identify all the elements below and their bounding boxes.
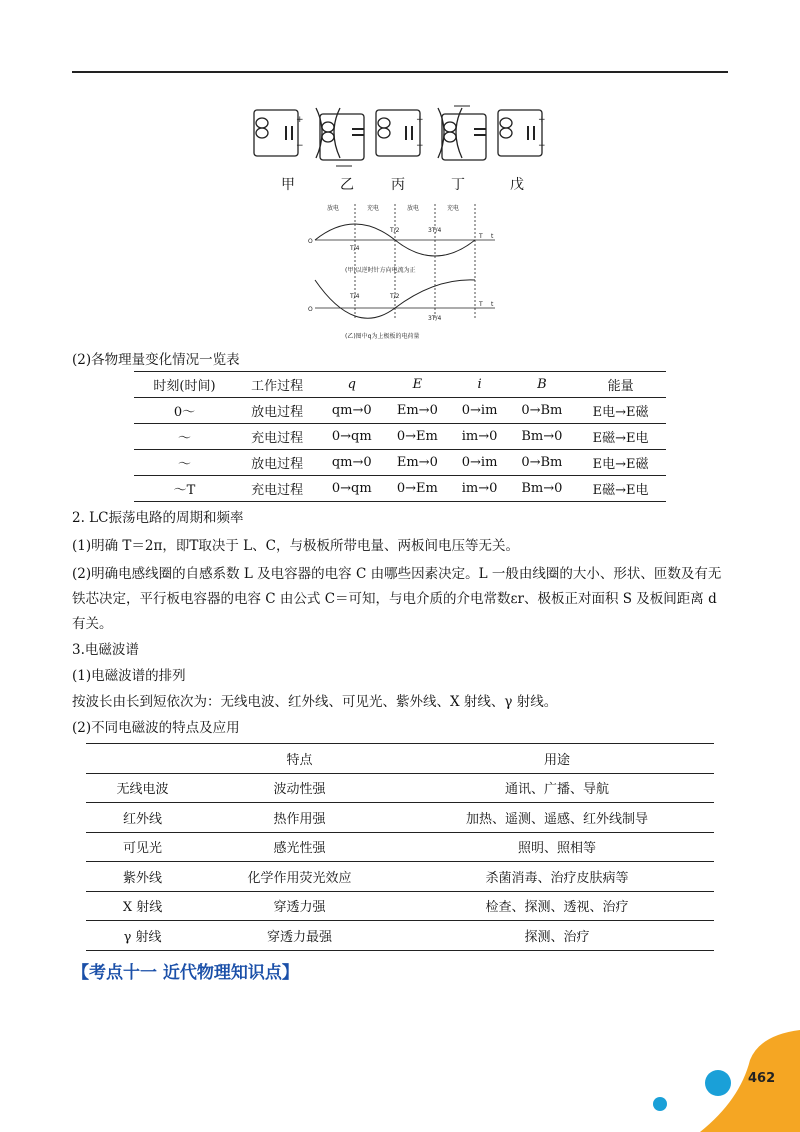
table-cell: 充电过程 [251,483,304,498]
table-cell: 0～ [173,405,196,420]
lc-paragraph-2: (2)明确电感线圈的自感系数 L 及电容器的电容 C 由哪些因素决定。L 一般由线圈的大小、形状、匝数及有无铁芯决定，平行板电容器的电容 C 由公式 C＝可知，与电介质的介电常数εr、极板正对面积 S 及板间距离 d 有关。 [72,566,722,632]
svg-text:−: − [296,141,304,151]
segment-label: 放电 [327,205,340,212]
table-cell: 感光性强 [273,841,326,857]
tick-label: T/2 [390,293,400,300]
table-row [86,832,714,862]
table-header: B [537,377,547,392]
table-cell: 通讯、广播、导航 [504,782,609,798]
table-cell: E电→E磁 [592,405,649,420]
table-header: i [477,377,482,392]
physical-quantities-table [134,371,666,502]
table-cell: γ 射线 [123,929,162,945]
table-cell: im→0 [461,481,498,496]
page-number: 462 [748,1071,776,1086]
em-subheading-2: (2)不同电磁波的特点及应用 [72,720,240,736]
tick-label: 3T/4 [428,227,442,234]
table-cell: 热作用强 [273,811,326,827]
table-cell: 无线电波 [116,782,169,798]
table-cell: 红外线 [123,811,163,827]
table-row [86,862,714,892]
table-cell: qm→0 [331,403,372,418]
em-subheading-1: (1)电磁波谱的排列 [72,668,186,684]
table-cell: 0→Em [396,429,438,444]
segment-label: 放电 [407,205,420,212]
table-cell: 放电过程 [251,457,304,472]
svg-text:−: − [538,141,546,151]
origin-label: O [308,238,313,245]
table-header: 工作过程 [251,379,304,394]
figure-label-yi: 乙 [340,177,354,193]
table-cell: 加热、遥测、遥感、红外线制导 [465,811,648,827]
tick-label: T/2 [390,227,400,234]
table-header: 特点 [286,752,313,768]
table-row [134,450,666,476]
table-cell: 0→qm [331,481,372,496]
segment-label: 充电 [367,205,380,212]
em-spectrum-table [86,743,714,951]
table-header: E [412,377,423,392]
section-heading: (2)各物理量变化情况一览表 [72,352,240,368]
svg-text:+: + [538,115,546,125]
tick-label: T/4 [350,293,360,300]
lc-paragraph-1: (1)明确 T＝2π，即T取决于 L、C，与极板所带电量、两板间电压等无关。 [72,538,519,554]
lc-heading: 2. LC振荡电路的周期和频率 [72,510,244,526]
table-cell: ～T [173,483,196,498]
table-cell: ～ [177,431,191,446]
table-cell: Em→0 [396,403,438,418]
blue-dot-decoration [650,1094,670,1114]
axis-label: T [479,233,483,240]
table-row [134,398,666,424]
top-rule [72,71,728,73]
table-cell: 探测、治疗 [524,929,590,945]
table-row [86,921,714,951]
table-cell: im→0 [461,429,498,444]
table-cell: 穿透力最强 [267,929,333,945]
table-cell: Bm→0 [521,481,563,496]
table-header: q [347,377,356,392]
table-header: 时刻(时间) [153,379,216,394]
table-cell: E电→E磁 [592,457,649,472]
table-cell: 0→Em [396,481,438,496]
table-cell: 可见光 [123,841,163,857]
table-cell: X 射线 [122,900,163,916]
table-cell: 穿透力强 [273,900,326,916]
table-cell: 0→im [461,455,498,470]
table-cell: Em→0 [396,455,438,470]
table-cell: 照明、照相等 [517,841,596,857]
table-header: 能量 [607,379,634,394]
table-cell: 充电过程 [251,431,304,446]
figure-label-ding: 丁 [451,177,465,193]
section-title: 【考点十一 近代物理知识点】 [72,963,299,983]
tick-label: T/4 [350,245,360,252]
figure-label-bing: 丙 [391,177,405,193]
table-row [86,803,714,833]
table-cell: 0→qm [331,429,372,444]
table-cell: 紫外线 [123,870,163,886]
svg-text:+: + [296,115,304,125]
table-cell: 放电过程 [251,405,304,420]
table-cell: 0→Bm [521,403,563,418]
oscillation-graph [305,198,500,344]
tick-label: 3T/4 [428,315,442,322]
axis-label: t [491,301,494,308]
svg-text:−: − [416,141,424,151]
segment-label: 充电 [447,205,460,212]
figure-label-jia: 甲 [281,177,295,193]
table-row [134,424,666,450]
figure-label-wu: 戊 [510,177,524,193]
graph-caption: (乙)图中q为上极板的电荷量 [345,333,420,340]
table-cell: E磁→E电 [592,483,649,498]
table-cell: E磁→E电 [592,431,649,446]
table-header-row [86,744,714,774]
table-cell: Bm→0 [521,429,563,444]
page-corner-decoration [680,1030,800,1132]
svg-text:+: + [416,115,424,125]
table-cell: 0→Bm [521,455,563,470]
graph-caption: (甲)以逆时针方向电流为正 [345,267,416,274]
table-row [134,476,666,502]
table-cell: 0→im [461,403,498,418]
table-header: 用途 [543,752,570,768]
table-cell: 化学作用荧光效应 [247,870,352,886]
axis-label: T [479,301,483,308]
em-order-text: 按波长由长到短依次为：无线电波、红外线、可见光、紫外线、X 射线、γ 射线。 [72,694,558,710]
table-row [86,773,714,803]
table-header [86,744,199,774]
em-heading: 3.电磁波谱 [72,642,139,658]
table-cell: 波动性强 [273,782,326,798]
table-header-row [134,372,666,398]
table-row [86,891,714,921]
axis-label: t [491,233,494,240]
table-cell: 检查、探测、透视、治疗 [485,900,629,916]
table-cell: 杀菌消毒、治疗皮肤病等 [485,870,629,886]
table-cell: ～ [177,457,191,472]
table-cell: qm→0 [331,455,372,470]
origin-label: O [308,306,313,313]
